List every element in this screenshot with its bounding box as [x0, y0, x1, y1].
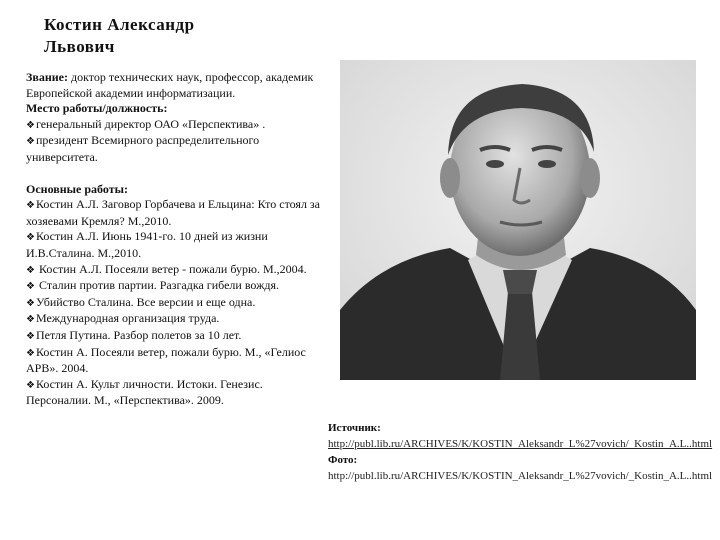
checkmark-bullet-icon: ❖	[26, 281, 35, 293]
work-item: ❖Петля Путина. Разбор полетов за 10 лет.	[26, 327, 242, 342]
checkmark-bullet-icon: ❖	[26, 347, 35, 359]
position-item: ❖генеральный директор ОАО «Перспектива» .	[26, 116, 266, 131]
rank-paragraph	[26, 70, 326, 101]
photo-source-label: Фото:	[328, 454, 358, 466]
work-item: ❖Международная организация труда.	[26, 311, 220, 326]
work-item: ❖Костин А. Посеяли ветер, пожали бурю. М., «Гелиос АРВ». 2004.	[26, 344, 306, 376]
title-line-2: Львович	[44, 37, 115, 56]
rank-label: Звание:	[26, 70, 68, 84]
work-item: ❖Костин А.Л. Заговор Горбачева и Ельцина: Кто стоял за хозяевами Кремля? М.,2010.	[26, 197, 320, 228]
source-link[interactable]: http://publ.lib.ru/ARCHIVES/K/KOSTIN_Aleksandr_L%27vovich/_Kostin_A.L..html	[328, 438, 713, 450]
portrait-photo	[340, 60, 696, 380]
photo-source-url: http://publ.lib.ru/ARCHIVES/K/KOSTIN_Aleksandr_L%27vovich/_Kostin_A.L..html	[328, 470, 713, 482]
checkmark-bullet-icon: ❖	[26, 264, 35, 276]
source-label: Источник:	[328, 422, 381, 434]
work-item: ❖Убийство Сталина. Все версии и еще одна.	[26, 294, 256, 309]
work-item: ❖ Костин А.Л. Посеяли ветер - пожали бурю. М.,2004.	[26, 261, 307, 276]
checkmark-bullet-icon: ❖	[26, 232, 35, 244]
portrait-illustration	[340, 60, 696, 380]
page-title	[44, 14, 195, 58]
checkmark-bullet-icon: ❖	[26, 200, 35, 212]
title-line-1: Костин Александр	[44, 15, 195, 34]
work-item: ❖ Сталин против партии. Разгадка гибели вождя.	[26, 278, 280, 293]
checkmark-bullet-icon: ❖	[26, 330, 35, 342]
works-label: Основные работы:	[26, 181, 128, 196]
rank-value: доктор технических наук, профессор, академик Европейской академии информатизации.	[26, 70, 314, 100]
checkmark-bullet-icon: ❖	[26, 136, 35, 148]
work-item: ❖Костин А.Л. Июнь 1941-го. 10 дней из жизни И.В.Сталина. М.,2010.	[26, 229, 268, 260]
work-label: Место работы/должность:	[26, 101, 168, 116]
position-item: ❖президент Всемирного распределительного университета.	[26, 133, 260, 164]
work-item: ❖Костин А. Культ личности. Истоки. Генезис. Персоналии. М., «Перспектива». 2009.	[26, 376, 263, 408]
checkmark-bullet-icon: ❖	[26, 297, 35, 309]
bio-column	[26, 70, 326, 409]
checkmark-bullet-icon: ❖	[26, 119, 35, 131]
checkmark-bullet-icon: ❖	[26, 314, 35, 326]
checkmark-bullet-icon: ❖	[26, 379, 35, 391]
source-block	[328, 420, 716, 484]
